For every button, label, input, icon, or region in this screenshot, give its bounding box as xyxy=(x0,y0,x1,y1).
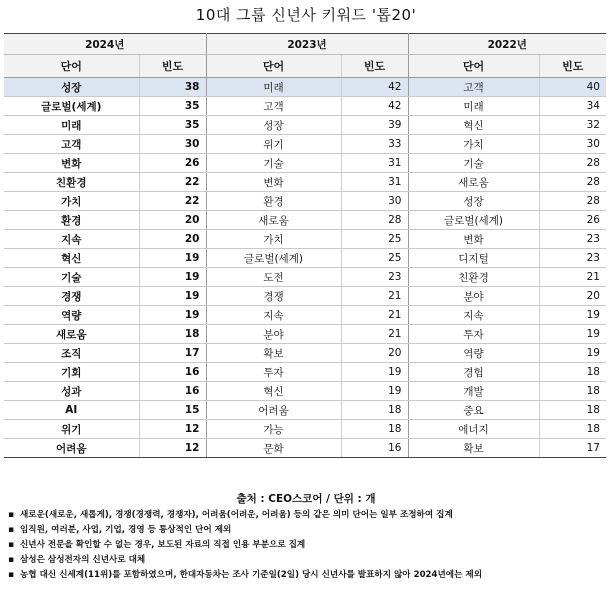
frequency-cell-2022: 28 xyxy=(539,173,606,192)
table-row xyxy=(4,382,606,401)
frequency-cell-2022: 34 xyxy=(539,97,606,116)
frequency-cell-2024: 19 xyxy=(139,268,206,287)
year-header-row xyxy=(4,34,606,55)
frequency-cell-2024: 35 xyxy=(139,116,206,135)
table-title: 10대 그룹 신년사 키워드 '톱20' xyxy=(195,6,417,24)
frequency-cell-2022: 26 xyxy=(539,211,606,230)
keyword-cell-2022: 친환경 xyxy=(408,268,539,287)
frequency-cell-2024: 15 xyxy=(139,401,206,420)
keyword-cell-2024: 가치 xyxy=(4,192,139,211)
keyword-cell-2022: 새로움 xyxy=(408,173,539,192)
keyword-cell-2022: 미래 xyxy=(408,97,539,116)
keyword-cell-2024: 혁신 xyxy=(4,249,139,268)
keyword-cell-2023: 가능 xyxy=(206,420,341,439)
keyword-cell-2024: 변화 xyxy=(4,154,139,173)
keyword-cell-2024: 새로움 xyxy=(4,325,139,344)
keyword-cell-2022: 개발 xyxy=(408,382,539,401)
keyword-cell-2024: 글로벌(세계) xyxy=(4,97,139,116)
keyword-cell-2023: 문화 xyxy=(206,439,341,458)
keyword-cell-2022: 고객 xyxy=(408,78,539,97)
keyword-cell-2024: 조직 xyxy=(4,344,139,363)
frequency-cell-2024: 19 xyxy=(139,306,206,325)
table-row xyxy=(4,401,606,420)
year-2024-header: 2024년 xyxy=(4,34,206,55)
table-row xyxy=(4,230,606,249)
table-row xyxy=(4,287,606,306)
keyword-cell-2023: 변화 xyxy=(206,173,341,192)
frequency-cell-2023: 33 xyxy=(341,135,408,154)
keyword-cell-2022: 투자 xyxy=(408,325,539,344)
frequency-cell-2022: 21 xyxy=(539,268,606,287)
keyword-cell-2024: 경쟁 xyxy=(4,287,139,306)
keyword-cell-2022: 역량 xyxy=(408,344,539,363)
keyword-cell-2024: 친환경 xyxy=(4,173,139,192)
keyword-cell-2022: 글로벌(세계) xyxy=(408,211,539,230)
frequency-cell-2022: 23 xyxy=(539,230,606,249)
keyword-cell-2024: 고객 xyxy=(4,135,139,154)
keyword-cell-2023: 경쟁 xyxy=(206,287,341,306)
table-row xyxy=(4,268,606,287)
frequency-cell-2023: 18 xyxy=(341,401,408,420)
keyword-cell-2024: 지속 xyxy=(4,230,139,249)
keyword-cell-2022: 분야 xyxy=(408,287,539,306)
table-row xyxy=(4,78,606,97)
footnotes xyxy=(8,508,608,583)
keyword-cell-2024: 기회 xyxy=(4,363,139,382)
keyword-cell-2022: 기술 xyxy=(408,154,539,173)
frequency-cell-2023: 42 xyxy=(341,97,408,116)
keyword-cell-2022: 성장 xyxy=(408,192,539,211)
year-2023-header: 2023년 xyxy=(206,34,408,55)
frequency-cell-2023: 19 xyxy=(341,363,408,382)
keyword-cell-2022: 디지털 xyxy=(408,249,539,268)
table-row xyxy=(4,154,606,173)
frequency-cell-2024: 16 xyxy=(139,363,206,382)
table-row xyxy=(4,344,606,363)
frequency-cell-2024: 16 xyxy=(139,382,206,401)
frequency-cell-2022: 18 xyxy=(539,382,606,401)
keyword-cell-2022: 지속 xyxy=(408,306,539,325)
frequency-cell-2023: 16 xyxy=(341,439,408,458)
keyword-cell-2024: AI xyxy=(4,401,139,420)
keyword-table xyxy=(4,33,606,458)
keyword-cell-2023: 투자 xyxy=(206,363,341,382)
keyword-cell-2024: 위기 xyxy=(4,420,139,439)
table-row xyxy=(4,135,606,154)
frequency-cell-2023: 21 xyxy=(341,325,408,344)
keyword-cell-2022: 확보 xyxy=(408,439,539,458)
keyword-cell-2023: 성장 xyxy=(206,116,341,135)
table-row xyxy=(4,211,606,230)
keyword-cell-2024: 어려움 xyxy=(4,439,139,458)
frequency-cell-2024: 20 xyxy=(139,211,206,230)
frequency-cell-2023: 39 xyxy=(341,116,408,135)
table-row xyxy=(4,439,606,458)
keyword-cell-2023: 새로움 xyxy=(206,211,341,230)
word-column-header: 단어 xyxy=(4,55,139,78)
table-row xyxy=(4,97,606,116)
frequency-cell-2023: 21 xyxy=(341,287,408,306)
keyword-cell-2022: 에너지 xyxy=(408,420,539,439)
frequency-cell-2024: 19 xyxy=(139,287,206,306)
keyword-cell-2024: 성과 xyxy=(4,382,139,401)
frequency-cell-2023: 20 xyxy=(341,344,408,363)
keyword-cell-2023: 가치 xyxy=(206,230,341,249)
word-column-header: 단어 xyxy=(206,55,341,78)
frequency-cell-2022: 19 xyxy=(539,306,606,325)
frequency-cell-2022: 18 xyxy=(539,401,606,420)
table-row xyxy=(4,192,606,211)
frequency-cell-2023: 31 xyxy=(341,154,408,173)
column-header-row xyxy=(4,55,606,78)
year-2022-header: 2022년 xyxy=(408,34,606,55)
keyword-cell-2023: 미래 xyxy=(206,78,341,97)
frequency-cell-2023: 28 xyxy=(341,211,408,230)
keyword-cell-2022: 경험 xyxy=(408,363,539,382)
frequency-cell-2022: 40 xyxy=(539,78,606,97)
word-column-header: 단어 xyxy=(408,55,539,78)
footnote: ▪ 새로운(새로운, 새롭게), 경쟁(경쟁력, 경쟁자), 어려움(어려운, 어려움) 등의 같은 의미 단어는 일부 조정하여 집계 xyxy=(8,508,608,523)
frequency-cell-2024: 20 xyxy=(139,230,206,249)
table-row xyxy=(4,173,606,192)
keyword-cell-2023: 혁신 xyxy=(206,382,341,401)
frequency-cell-2024: 18 xyxy=(139,325,206,344)
footnote: ▪ 삼성은 삼성전자의 신년사로 대체 xyxy=(8,553,608,568)
keyword-cell-2023: 환경 xyxy=(206,192,341,211)
frequency-cell-2022: 18 xyxy=(539,420,606,439)
frequency-cell-2024: 12 xyxy=(139,420,206,439)
footnote: ▪ 신년사 전문을 확인할 수 없는 경우, 보도된 자료의 직접 인용 부분으로 집계 xyxy=(8,538,608,553)
frequency-cell-2024: 22 xyxy=(139,192,206,211)
frequency-cell-2023: 19 xyxy=(341,382,408,401)
frequency-cell-2023: 25 xyxy=(341,230,408,249)
keyword-cell-2022: 중요 xyxy=(408,401,539,420)
keyword-cell-2022: 혁신 xyxy=(408,116,539,135)
frequency-cell-2024: 35 xyxy=(139,97,206,116)
table-body xyxy=(4,78,606,458)
frequency-cell-2022: 17 xyxy=(539,439,606,458)
frequency-cell-2022: 19 xyxy=(539,344,606,363)
keyword-cell-2023: 위기 xyxy=(206,135,341,154)
keyword-cell-2022: 가치 xyxy=(408,135,539,154)
freq-column-header: 빈도 xyxy=(341,55,408,78)
frequency-cell-2024: 22 xyxy=(139,173,206,192)
table-row xyxy=(4,325,606,344)
footnote: ▪ 농협 대신 신세계(11위)를 포함하였으며, 한대자동차는 조사 기준일(2일) 당시 신년사를 발표하지 않아 2024년에는 제외 xyxy=(8,568,608,583)
keyword-cell-2023: 어려움 xyxy=(206,401,341,420)
frequency-cell-2023: 23 xyxy=(341,268,408,287)
source-note: 출처 : CEO스코어 / 단위 : 개 xyxy=(236,493,376,505)
frequency-cell-2022: 20 xyxy=(539,287,606,306)
frequency-cell-2023: 18 xyxy=(341,420,408,439)
table-row xyxy=(4,363,606,382)
keyword-cell-2024: 환경 xyxy=(4,211,139,230)
frequency-cell-2024: 19 xyxy=(139,249,206,268)
frequency-cell-2023: 31 xyxy=(341,173,408,192)
table-row xyxy=(4,116,606,135)
frequency-cell-2023: 42 xyxy=(341,78,408,97)
keyword-cell-2023: 글로벌(세계) xyxy=(206,249,341,268)
keyword-cell-2024: 역량 xyxy=(4,306,139,325)
table-row xyxy=(4,306,606,325)
keyword-cell-2023: 기술 xyxy=(206,154,341,173)
frequency-cell-2024: 30 xyxy=(139,135,206,154)
keyword-cell-2024: 미래 xyxy=(4,116,139,135)
frequency-cell-2022: 30 xyxy=(539,135,606,154)
freq-column-header: 빈도 xyxy=(139,55,206,78)
table-row xyxy=(4,249,606,268)
frequency-cell-2024: 17 xyxy=(139,344,206,363)
keyword-cell-2023: 고객 xyxy=(206,97,341,116)
keyword-cell-2024: 기술 xyxy=(4,268,139,287)
frequency-cell-2022: 32 xyxy=(539,116,606,135)
keyword-cell-2023: 분야 xyxy=(206,325,341,344)
freq-column-header: 빈도 xyxy=(539,55,606,78)
frequency-cell-2023: 25 xyxy=(341,249,408,268)
frequency-cell-2022: 28 xyxy=(539,192,606,211)
keyword-cell-2023: 지속 xyxy=(206,306,341,325)
keyword-cell-2022: 변화 xyxy=(408,230,539,249)
keyword-cell-2024: 성장 xyxy=(4,78,139,97)
frequency-cell-2024: 38 xyxy=(139,78,206,97)
frequency-cell-2022: 18 xyxy=(539,363,606,382)
frequency-cell-2024: 26 xyxy=(139,154,206,173)
footnote: ▪ 임직원, 여러분, 사업, 기업, 경영 등 통상적인 단어 제외 xyxy=(8,523,608,538)
table-row xyxy=(4,420,606,439)
frequency-cell-2022: 28 xyxy=(539,154,606,173)
frequency-cell-2024: 12 xyxy=(139,439,206,458)
frequency-cell-2022: 23 xyxy=(539,249,606,268)
keyword-cell-2023: 확보 xyxy=(206,344,341,363)
frequency-cell-2023: 30 xyxy=(341,192,408,211)
keyword-cell-2023: 도전 xyxy=(206,268,341,287)
frequency-cell-2023: 21 xyxy=(341,306,408,325)
frequency-cell-2022: 19 xyxy=(539,325,606,344)
